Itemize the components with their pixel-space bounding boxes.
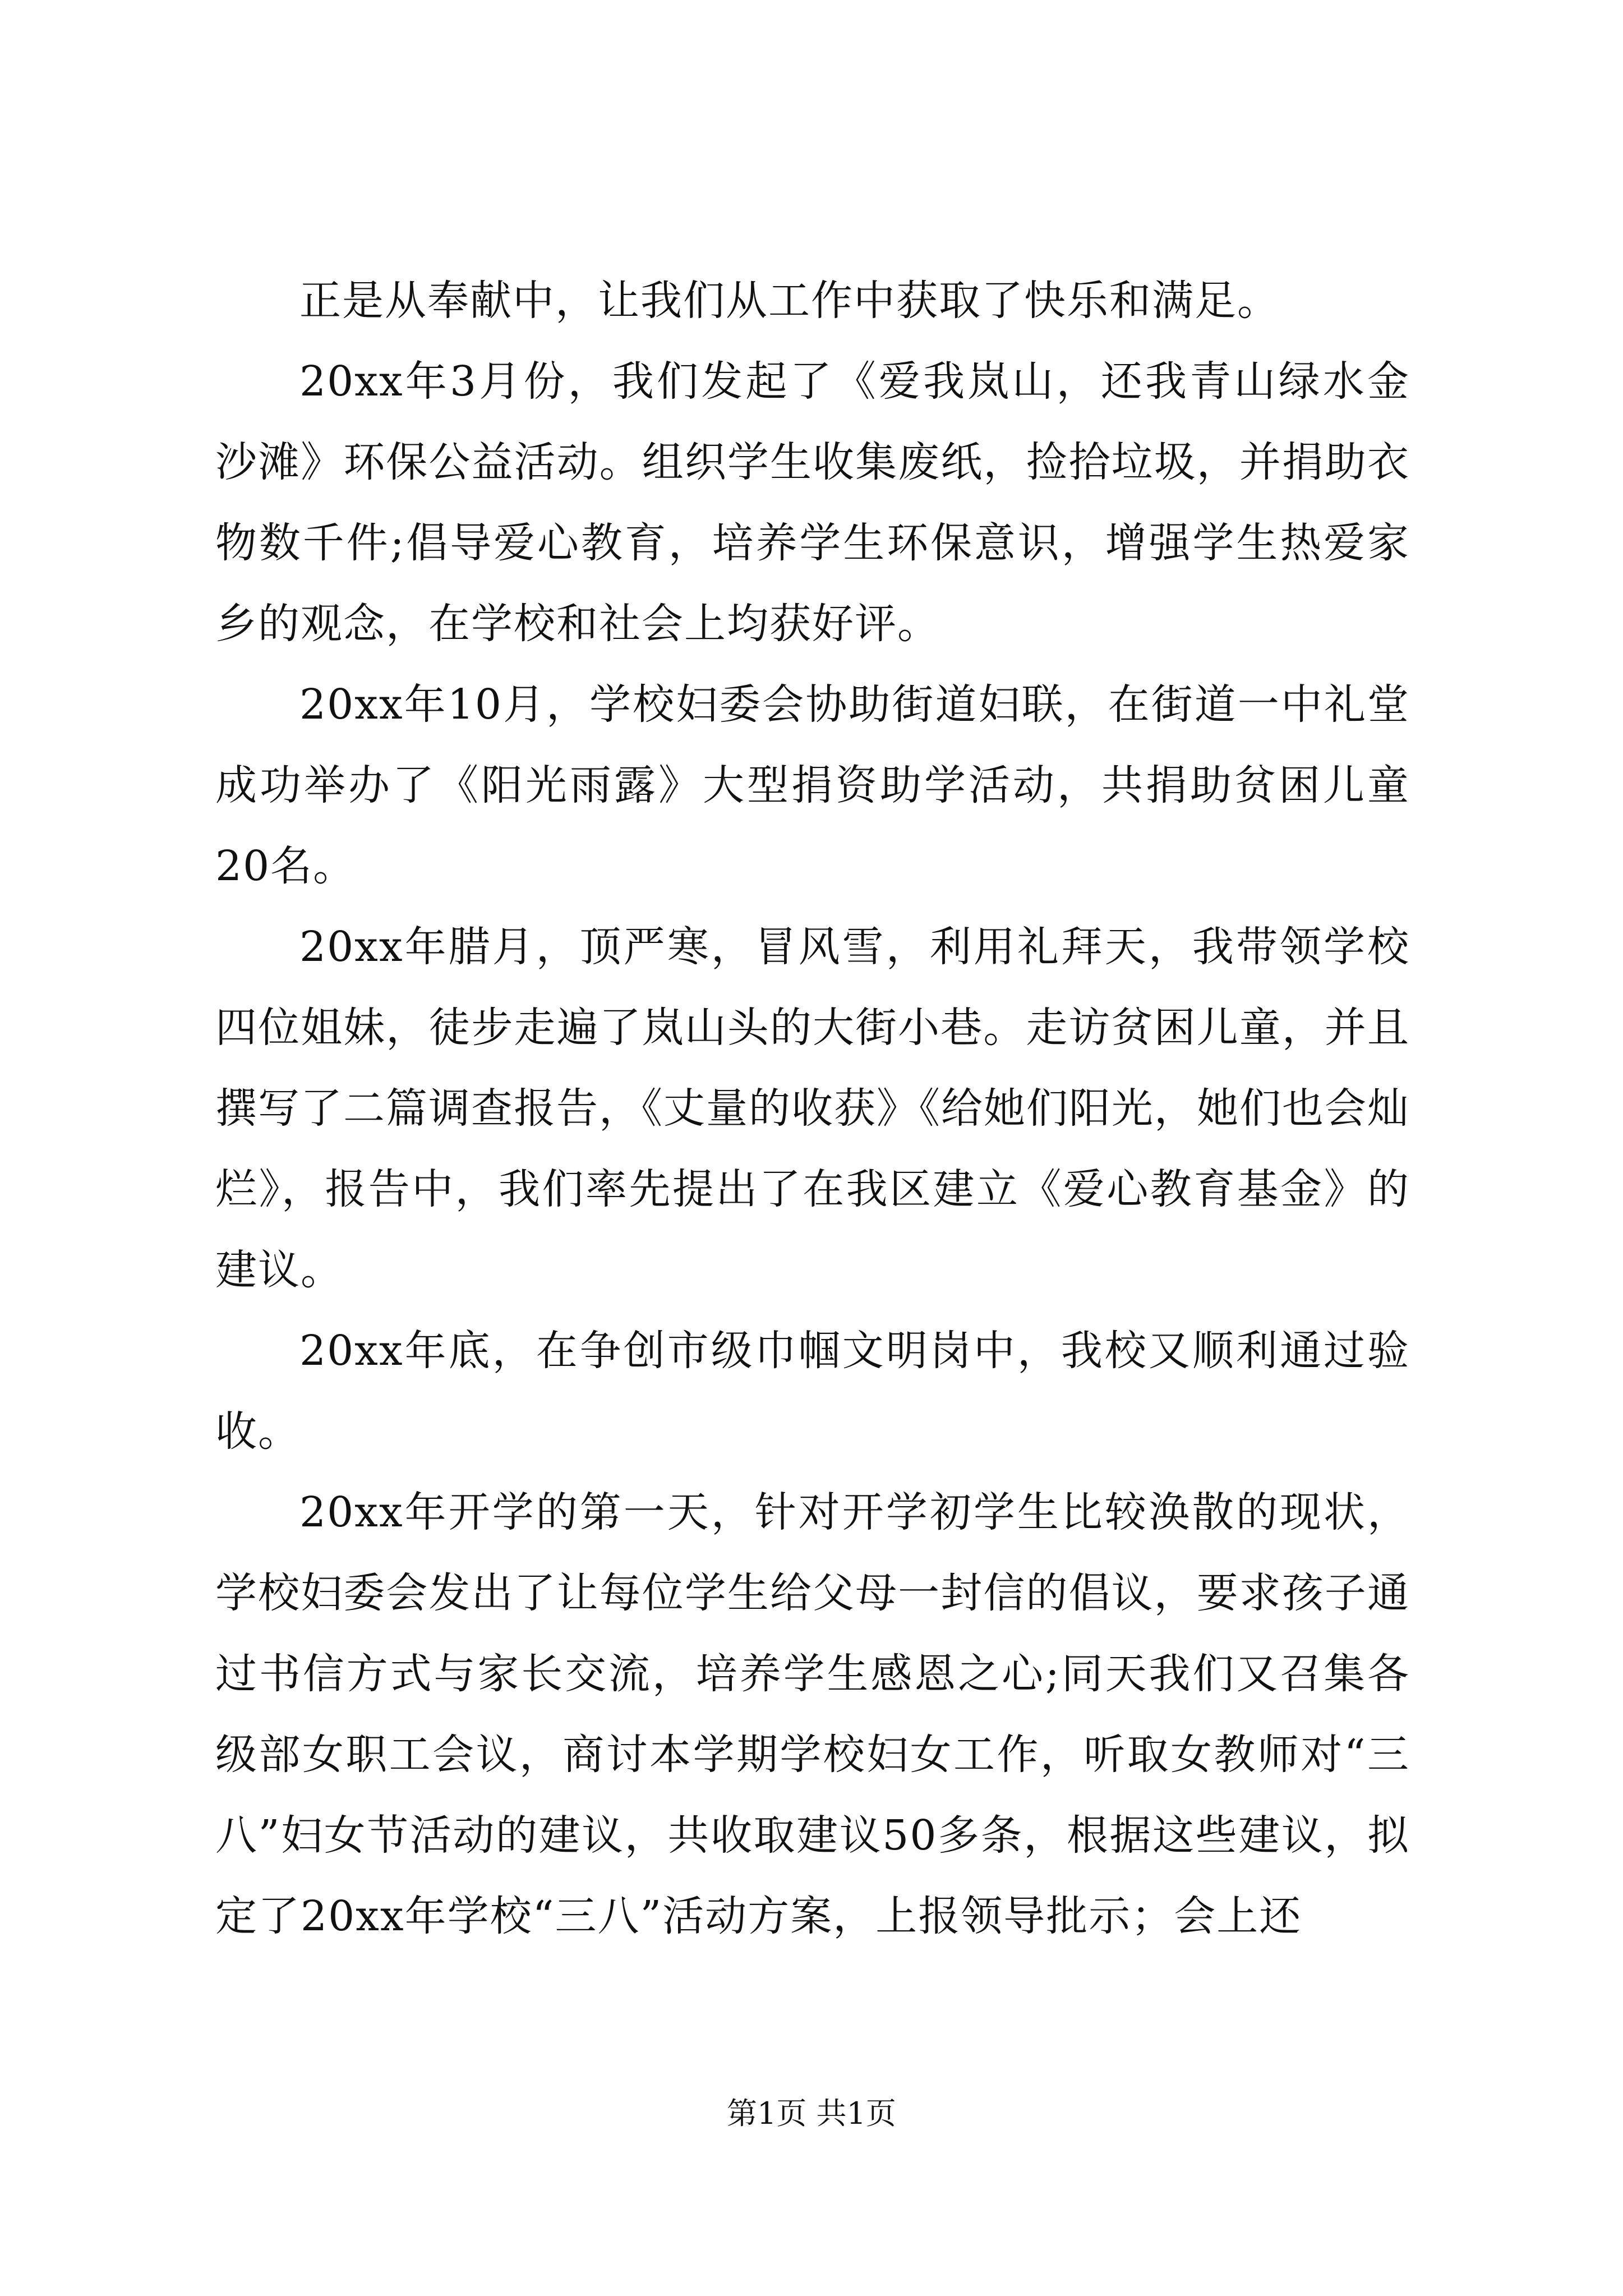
document-body — [215, 260, 1410, 1957]
paragraph-3: 20xx年10月，学校妇委会协助街道妇联，在街道一中礼堂成功举办了《阳光雨露》大型捐资助学活动，共捐助贫困儿童20名。 — [215, 680, 1410, 890]
paragraph-5: 20xx年底，在争创市级巾帼文明岗中，我校又顺利通过验收。 — [215, 1327, 1410, 1456]
paragraph-1: 正是从奉献中，让我们从工作中获取了快乐和满足。 — [299, 277, 1280, 325]
paragraph-2: 20xx年3月份，我们发起了《爱我岚山，还我青山绿水金沙滩》环保公益活动。组织学生收集废纸，捡拾垃圾，并捐助衣物数千件;倡导爱心教育，培养学生环保意识，增强学生热爱家乡的观念，在学校和社会上均获好评。 — [215, 357, 1410, 648]
page-footer: 第1页 共1页 — [727, 2096, 896, 2131]
paragraph-4: 20xx年腊月，顶严寒，冒风雪，利用礼拜天，我带领学校四位姐妹，徒步走遍了岚山头的大街小巷。走访贫困儿童，并且撰写了二篇调查报告，《丈量的收获》《给她们阳光，她们也会灿烂》，报告中，我们率先提出了在我区建立《爱心教育基金》的建议。 — [215, 923, 1410, 1294]
paragraph-6: 20xx年开学的第一天，针对开学初学生比较涣散的现状，学校妇委会发出了让每位学生给父母一封信的倡议，要求孩子通过书信方式与家长交流，培养学生感恩之心;同天我们又召集各级部女职工会议，商讨本学期学校妇女工作，听取女教师对“三八”妇女节活动的建议，共收取建议50多条，根据这些建议，拟定了20xx年学校“三八”活动方案，上报领导批示；会上还 — [215, 1488, 1410, 1940]
